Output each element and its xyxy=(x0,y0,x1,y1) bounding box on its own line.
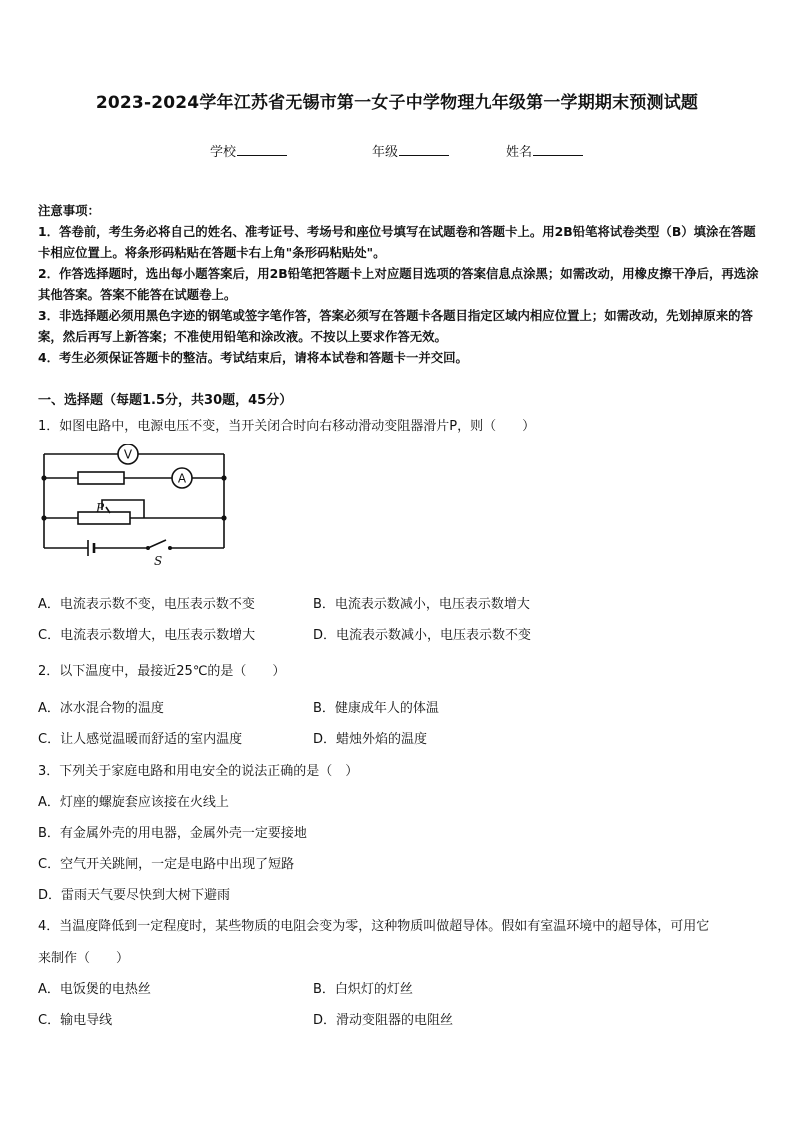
q1-option-b: B．电流表示数减小，电压表示数增大 xyxy=(313,597,530,612)
name-label: 姓名 xyxy=(506,145,533,160)
grade-field xyxy=(372,141,449,160)
q4-option-d: D．滑动变阻器的电阻丝 xyxy=(313,1013,454,1028)
q2-option-c: C．让人感觉温暖而舒适的室内温度 xyxy=(38,732,243,747)
notice-item-4: 4．考生必须保证答题卡的整洁。考试结束后，请将本试卷和答题卡一并交回。 xyxy=(38,350,468,365)
circuit-diagram xyxy=(36,444,232,568)
school-label: 学校 xyxy=(210,145,237,160)
q2-option-b: B．健康成年人的体温 xyxy=(313,701,439,716)
page-title: 2023-2024学年江苏省无锡市第一女子中学物理九年级第一学期期末预测试题 xyxy=(95,93,699,113)
q3-option-d: D．雷雨天气要尽快到大树下避雨 xyxy=(38,888,231,903)
grade-blank xyxy=(399,143,449,156)
question-1-stem: 1．如图电路中，电源电压不变，当开关闭合时向右移动滑动变阻器滑片P，则（ ） xyxy=(38,419,536,434)
voltmeter-label: V xyxy=(123,447,133,462)
question-4-stem-line-1: 4．当温度降低到一定程度时，某些物质的电阻会变为零，这种物质叫做超导体。假如有室温环境中的超导体，可用它 xyxy=(38,919,710,934)
notice-item-2: 2．作答选择题时，选出每小题答案后，用2B铅笔把答题卡上对应题目选项的答案信息点涂黑；如需改动，用橡皮擦干净后，再选涂其他答案。答案不能答在试题卷上。 xyxy=(38,266,759,302)
q3-option-c: C．空气开关跳闸，一定是电路中出现了短路 xyxy=(38,857,295,872)
slider-label: P xyxy=(96,501,105,515)
q4-option-c: C．输电导线 xyxy=(38,1013,113,1028)
name-field xyxy=(506,141,583,160)
notice-item-3: 3．非选择题必须用黑色字迹的钢笔或签字笔作答，答案必须写在答题卡各题目指定区域内相应位置上；如需改动，先划掉原来的答案，然后再写上新答案；不准使用铅笔和涂改液。不按以上要求作答无效。 xyxy=(38,308,753,344)
question-3-stem: 3．下列关于家庭电路和用电安全的说法正确的是（ ） xyxy=(38,764,359,779)
q2-option-a: A．冰水混合物的温度 xyxy=(38,701,164,716)
q1-option-a: A．电流表示数不变，电压表示数不变 xyxy=(38,597,255,612)
ammeter-label: A xyxy=(177,471,187,486)
question-4-stem-line-2: 来制作（ ） xyxy=(38,951,130,966)
q2-option-d: D．蜡烛外焰的温度 xyxy=(313,732,428,747)
grade-label: 年级 xyxy=(372,145,399,160)
notice-item-1: 1．答卷前，考生务必将自己的姓名、准考证号、考场号和座位号填写在试题卷和答题卡上。用2B铅笔将试卷类型（B）填涂在答题卡相应位置上。将条形码粘贴在答题卡右上角"条形码粘贴处"。 xyxy=(38,224,756,260)
section-heading: 一、选择题（每题1.5分，共30题，45分） xyxy=(38,393,293,408)
q1-option-d: D．电流表示数减小，电压表示数不变 xyxy=(313,628,532,643)
school-blank xyxy=(237,143,287,156)
switch-label: S xyxy=(154,554,163,568)
notice-heading: 注意事项： xyxy=(38,203,100,218)
q3-option-a: A．灯座的螺旋套应该接在火线上 xyxy=(38,795,229,810)
q4-option-a: A．电饭煲的电热丝 xyxy=(38,982,151,997)
q4-option-b: B．白炽灯的灯丝 xyxy=(313,982,413,997)
q3-option-b: B．有金属外壳的用电器，金属外壳一定要接地 xyxy=(38,826,307,841)
name-blank xyxy=(533,143,583,156)
q1-option-c: C．电流表示数增大，电压表示数增大 xyxy=(38,628,256,643)
question-2-stem: 2．以下温度中，最接近25℃的是（ ） xyxy=(38,664,286,679)
school-field xyxy=(210,141,287,160)
